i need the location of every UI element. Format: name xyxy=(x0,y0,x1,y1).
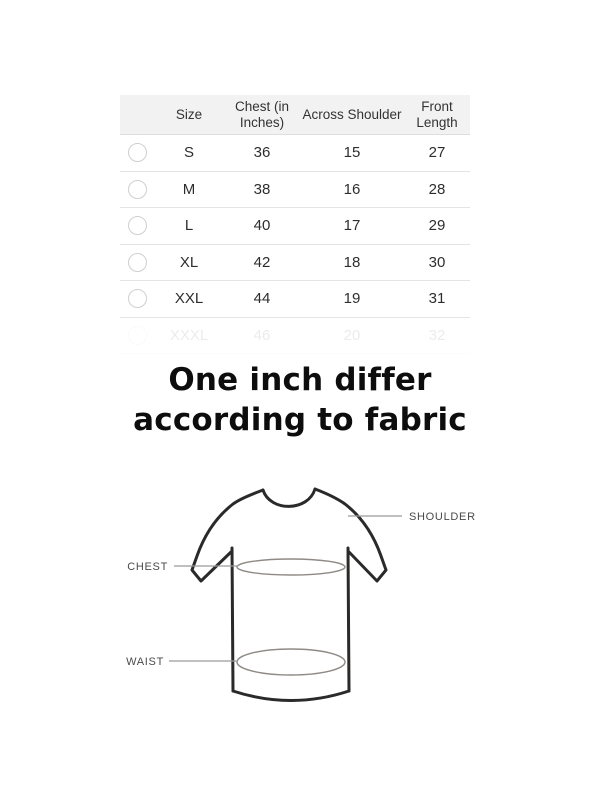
chest-measure-ellipse xyxy=(237,559,345,575)
shoulder-value: 17 xyxy=(343,217,361,235)
waist-label: WAIST xyxy=(126,656,164,668)
collar-curve xyxy=(263,489,315,506)
chest-label: CHEST xyxy=(127,561,168,573)
size-value: S xyxy=(183,144,194,162)
shoulder-value: 15 xyxy=(343,144,361,162)
length-value: 27 xyxy=(428,144,446,162)
chest-value: 40 xyxy=(253,217,271,235)
size-value: M xyxy=(182,180,196,198)
chest-value: 46 xyxy=(253,326,271,344)
size-value: L xyxy=(184,217,194,235)
column-header-across-shoulder: Across Shoulder xyxy=(302,106,402,122)
fabric-note-line2: according to fabric xyxy=(133,402,467,438)
size-value: XL xyxy=(179,253,199,271)
length-value: 32 xyxy=(428,326,446,344)
left-sleeve xyxy=(192,490,263,581)
body-right-side xyxy=(348,548,349,691)
shoulder-label: SHOULDER xyxy=(409,511,476,523)
shoulder-value: 20 xyxy=(343,326,361,344)
column-header-size: Size xyxy=(175,106,203,122)
length-value: 28 xyxy=(428,180,446,198)
column-header-chest: Chest (in Inches) xyxy=(234,98,290,130)
length-value: 30 xyxy=(428,253,446,271)
right-sleeve xyxy=(315,489,386,581)
length-value: 31 xyxy=(428,290,446,308)
bottom-hem xyxy=(233,691,349,701)
fabric-note-line1: One inch differ xyxy=(168,362,432,398)
chest-value: 42 xyxy=(253,253,271,271)
size-value: XXXL xyxy=(169,326,209,344)
waist-measure-ellipse xyxy=(237,649,345,675)
chest-value: 36 xyxy=(253,144,271,162)
tshirt-outline xyxy=(192,489,386,701)
shoulder-value: 16 xyxy=(343,180,361,198)
size-value: XXL xyxy=(174,290,204,308)
shoulder-value: 19 xyxy=(343,290,361,308)
shoulder-value: 18 xyxy=(343,253,361,271)
column-header-front-length: Front Length xyxy=(416,98,458,130)
length-value: 29 xyxy=(428,217,446,235)
body-left-side xyxy=(232,548,233,691)
chest-value: 38 xyxy=(253,180,271,198)
chest-value: 44 xyxy=(253,290,271,308)
